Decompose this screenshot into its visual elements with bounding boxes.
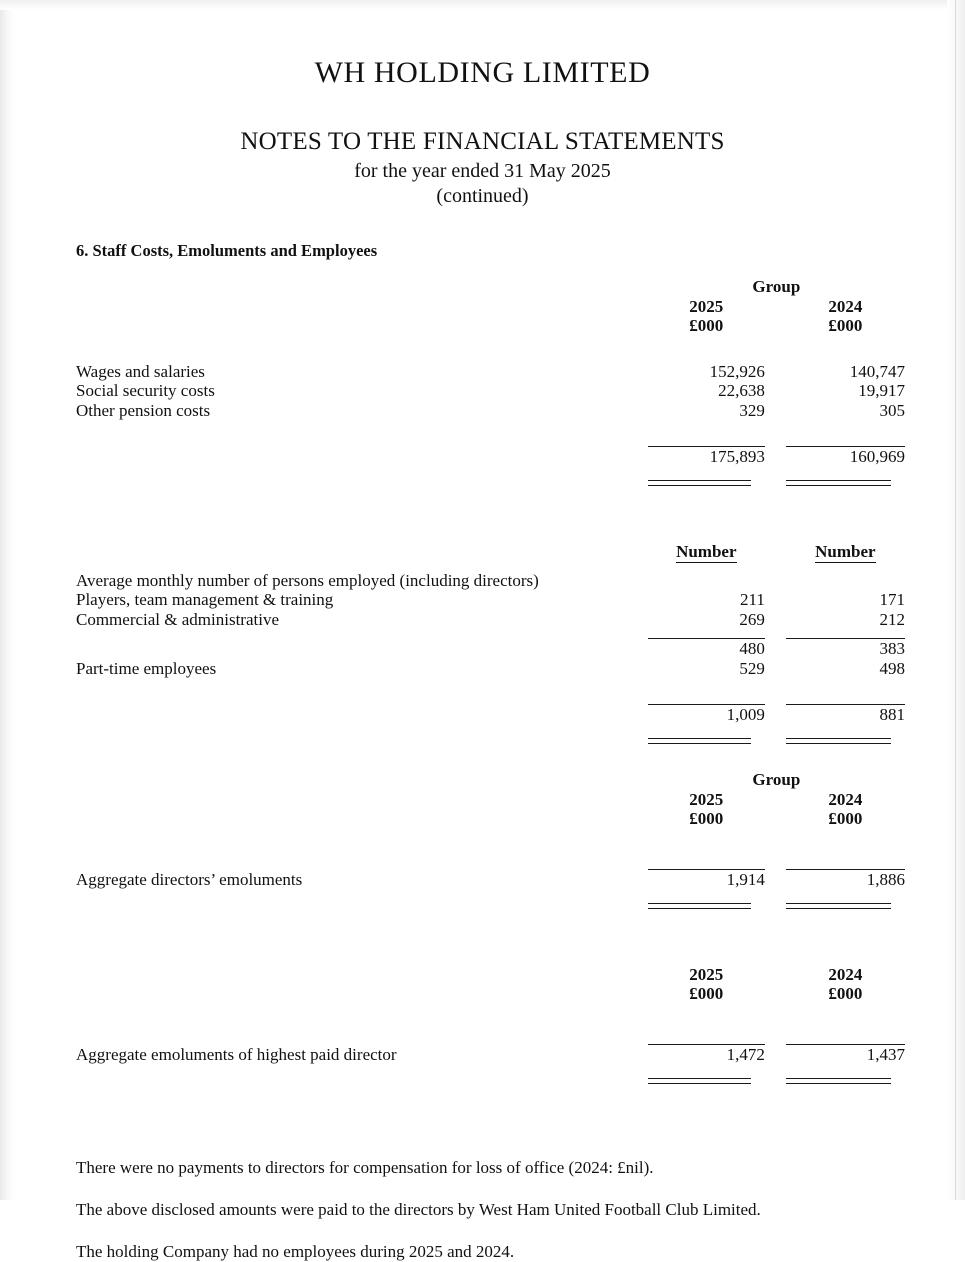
employee-header-current [648, 542, 765, 562]
row-value-prior: 171 [879, 590, 905, 609]
column-gap [765, 1044, 786, 1064]
staff-costs-group-label: Group [752, 277, 801, 296]
employee-header-prior [786, 542, 905, 562]
employee-intro-label: Average monthly number of persons employed (including directors) [76, 570, 539, 590]
spacer-row [76, 678, 905, 705]
table-row [76, 362, 905, 382]
column-gap [765, 889, 786, 909]
row-value-prior: 305 [879, 400, 905, 420]
footnotes [76, 1158, 905, 1262]
spacer-row [76, 336, 905, 362]
row-label: Social security costs [76, 381, 215, 400]
empty-cell [786, 571, 905, 591]
empty-cell [76, 277, 648, 297]
part-time-label: Part-time employees [76, 658, 217, 678]
staff-costs-unit-prior: £000 [828, 316, 863, 335]
spacer-cell [76, 336, 648, 362]
column-gap [765, 659, 786, 679]
notes-period: for the year ended 31 May 2025 [354, 160, 611, 182]
column-gap [765, 809, 786, 829]
spacer-cell [76, 744, 648, 770]
row-value-current: 269 [739, 609, 765, 629]
employee-header-prior-text: Number [815, 542, 876, 561]
directors-year-current: 2025 [689, 789, 724, 809]
highest-paid-unit-current: £000 [689, 984, 724, 1003]
highest-paid-unit-prior: £000 [828, 984, 863, 1003]
spacer-cell [648, 1004, 765, 1045]
empty-cell [76, 297, 648, 317]
employee-header-row [76, 542, 905, 562]
spacer-cell [786, 909, 905, 965]
staff-costs-table [76, 261, 905, 486]
employee-subtotal-row [76, 639, 905, 659]
table-row [76, 381, 905, 401]
employee-intro-row [76, 571, 905, 591]
empty-cell [76, 316, 648, 336]
footnote-paying-entity: The above disclosed amounts were paid to the directors by West Ham United Football Club Limited. [76, 1199, 761, 1219]
column-gap [765, 447, 786, 467]
column-gap [765, 590, 786, 610]
column-gap [765, 467, 786, 487]
table-total-underline-row [76, 889, 905, 909]
total-label [76, 705, 648, 725]
table-total-underline-row [76, 467, 905, 487]
table-header-row-units [76, 809, 905, 829]
column-gap [765, 401, 786, 421]
table-header-row-units [76, 316, 905, 336]
total-double-rule-current [648, 1064, 765, 1084]
table-total-row [76, 705, 905, 725]
directors-emoluments-row [76, 869, 905, 889]
empty-cell [76, 809, 648, 829]
company-name: WH HOLDING LIMITED [314, 56, 651, 89]
total-double-rule-prior [786, 467, 905, 487]
column-gap [765, 869, 786, 889]
footnote-holding-employees: The holding Company had no employees during 2025 and 2024. [76, 1241, 515, 1261]
total-double-rule-prior [786, 889, 905, 909]
spacer-cell [786, 629, 905, 639]
spacer-cell [76, 629, 648, 639]
total-double-rule-current [648, 467, 765, 487]
spacer-row [76, 629, 905, 639]
footnote-loss-of-office: There were no payments to directors for compensation for loss of office (2024: £nil). [76, 1157, 654, 1177]
highest-paid-year-prior: 2024 [828, 964, 863, 984]
row-value-prior: 212 [879, 609, 905, 629]
staff-costs-year-current: 2025 [689, 296, 724, 316]
row-label: Aggregate directors’ emoluments [76, 869, 303, 889]
column-gap [765, 1064, 786, 1084]
employee-numbers-table [76, 486, 905, 744]
total-double-rule-prior [786, 725, 905, 745]
spacer-cell [765, 261, 786, 277]
total-double-rule-current [648, 725, 765, 745]
spacer-cell [765, 909, 786, 965]
spacer-cell [765, 629, 786, 639]
highest-paid-year-current: 2025 [689, 964, 724, 984]
spacer-row [76, 909, 905, 965]
directors-emoluments-table [76, 744, 905, 909]
total-value-prior: 160,969 [786, 447, 905, 467]
column-gap [765, 984, 786, 1004]
note-heading: 6. Staff Costs, Emoluments and Employees [76, 241, 378, 260]
spacer-cell [648, 336, 765, 362]
highest-paid-director-table [76, 909, 905, 1084]
spacer-cell [786, 1004, 905, 1045]
spacer-cell [648, 486, 765, 542]
spacer-cell [76, 420, 648, 447]
column-gap [765, 790, 786, 810]
spacer-cell [648, 261, 765, 277]
subtotal-value-prior: 383 [786, 639, 905, 659]
column-gap [765, 725, 786, 745]
staff-costs-unit-current: £000 [689, 316, 724, 335]
table-row [76, 401, 905, 421]
spacer-cell [786, 420, 905, 447]
column-gap [765, 316, 786, 336]
document-content [0, 241, 965, 1262]
spacer-cell [648, 829, 765, 870]
spacer-row [76, 486, 905, 542]
staff-costs-year-prior: 2024 [828, 296, 863, 316]
row-label: Players, team management & training [76, 590, 334, 609]
spacer-cell [765, 744, 786, 770]
table-header-row-years [76, 790, 905, 810]
spacer-cell [765, 678, 786, 705]
row-value-current: 211 [740, 590, 765, 609]
spacer-cell [76, 261, 648, 277]
document-header [0, 0, 965, 208]
part-time-value-current: 529 [739, 658, 765, 678]
table-header-row-group [76, 277, 905, 297]
highest-paid-director-row [76, 1044, 905, 1064]
table-header-row-units [76, 984, 905, 1004]
spacer-cell [76, 829, 648, 870]
table-header-row-group [76, 770, 905, 790]
column-gap [765, 571, 786, 591]
column-gap [765, 297, 786, 317]
spacer-row [76, 420, 905, 447]
row-value-prior: 1,437 [786, 1044, 905, 1064]
empty-cell [76, 542, 648, 562]
employee-header-current-text: Number [676, 542, 737, 561]
table-row [76, 610, 905, 630]
row-label: Aggregate emoluments of highest paid director [76, 1044, 397, 1064]
spacer-row [76, 562, 905, 571]
row-value-current: 152,926 [709, 361, 765, 381]
total-value-current: 175,893 [648, 447, 765, 467]
spacer-cell [786, 678, 905, 705]
directors-unit-prior: £000 [828, 809, 863, 828]
row-value-prior: 140,747 [849, 361, 905, 381]
spacer-cell [765, 1004, 786, 1045]
spacer-cell [786, 261, 905, 277]
spacer-cell [765, 336, 786, 362]
column-gap [765, 381, 786, 401]
spacer-cell [765, 829, 786, 870]
spacer-cell [648, 909, 765, 965]
spacer-cell [648, 629, 765, 639]
column-gap [765, 965, 786, 985]
total-value-prior: 881 [786, 705, 905, 725]
empty-cell [76, 889, 648, 909]
spacer-row [76, 1004, 905, 1045]
directors-year-prior: 2024 [828, 789, 863, 809]
row-label: Commercial & administrative [76, 609, 280, 629]
table-header-row-years [76, 965, 905, 985]
row-value-current: 1,472 [648, 1044, 765, 1064]
spacer-cell [765, 420, 786, 447]
spacer-cell [76, 486, 648, 542]
spacer-row [76, 744, 905, 770]
spacer-row [76, 261, 905, 277]
spacer-cell [765, 486, 786, 542]
notes-title: NOTES TO THE FINANCIAL STATEMENTS [240, 128, 725, 155]
empty-cell [76, 965, 648, 985]
empty-cell [648, 571, 765, 591]
row-value-prior: 1,886 [786, 869, 905, 889]
empty-cell [76, 1064, 648, 1084]
subtotal-value-current: 480 [648, 639, 765, 659]
total-double-rule-prior [786, 1064, 905, 1084]
spacer-cell [76, 909, 648, 965]
column-gap [765, 639, 786, 659]
column-gap [765, 705, 786, 725]
row-value-current: 22,638 [718, 381, 765, 400]
empty-cell [76, 984, 648, 1004]
directors-unit-current: £000 [689, 809, 724, 828]
total-value-current: 1,009 [648, 705, 765, 725]
spacer-cell [76, 562, 648, 571]
empty-cell [76, 790, 648, 810]
table-row [76, 590, 905, 610]
empty-cell [76, 725, 648, 745]
directors-group-label: Group [752, 770, 801, 789]
column-gap [765, 542, 786, 562]
part-time-value-prior: 498 [879, 658, 905, 678]
part-time-row [76, 659, 905, 679]
table-header-row-years [76, 297, 905, 317]
empty-cell [76, 467, 648, 487]
row-value-current: 1,914 [648, 869, 765, 889]
spacer-cell [786, 486, 905, 542]
row-value-prior: 19,917 [858, 381, 905, 400]
spacer-cell [648, 744, 765, 770]
spacer-cell [786, 336, 905, 362]
spacer-cell [786, 829, 905, 870]
table-total-row [76, 447, 905, 467]
notes-continued: (continued) [436, 185, 529, 207]
column-gap [765, 610, 786, 630]
spacer-row [76, 829, 905, 870]
total-label [76, 447, 648, 467]
spacer-cell [786, 744, 905, 770]
total-double-rule-current [648, 889, 765, 909]
row-label: Other pension costs [76, 400, 211, 420]
column-gap [765, 362, 786, 382]
spacer-cell [648, 420, 765, 447]
spacer-cell [648, 678, 765, 705]
table-total-underline-row [76, 1064, 905, 1084]
spacer-cell [76, 1004, 648, 1045]
empty-cell [76, 770, 648, 790]
row-label: Wages and salaries [76, 361, 205, 381]
subtotal-label [76, 639, 648, 659]
spacer-cell [765, 562, 786, 571]
row-value-current: 329 [739, 400, 765, 420]
table-total-underline-row [76, 725, 905, 745]
spacer-cell [76, 678, 648, 705]
